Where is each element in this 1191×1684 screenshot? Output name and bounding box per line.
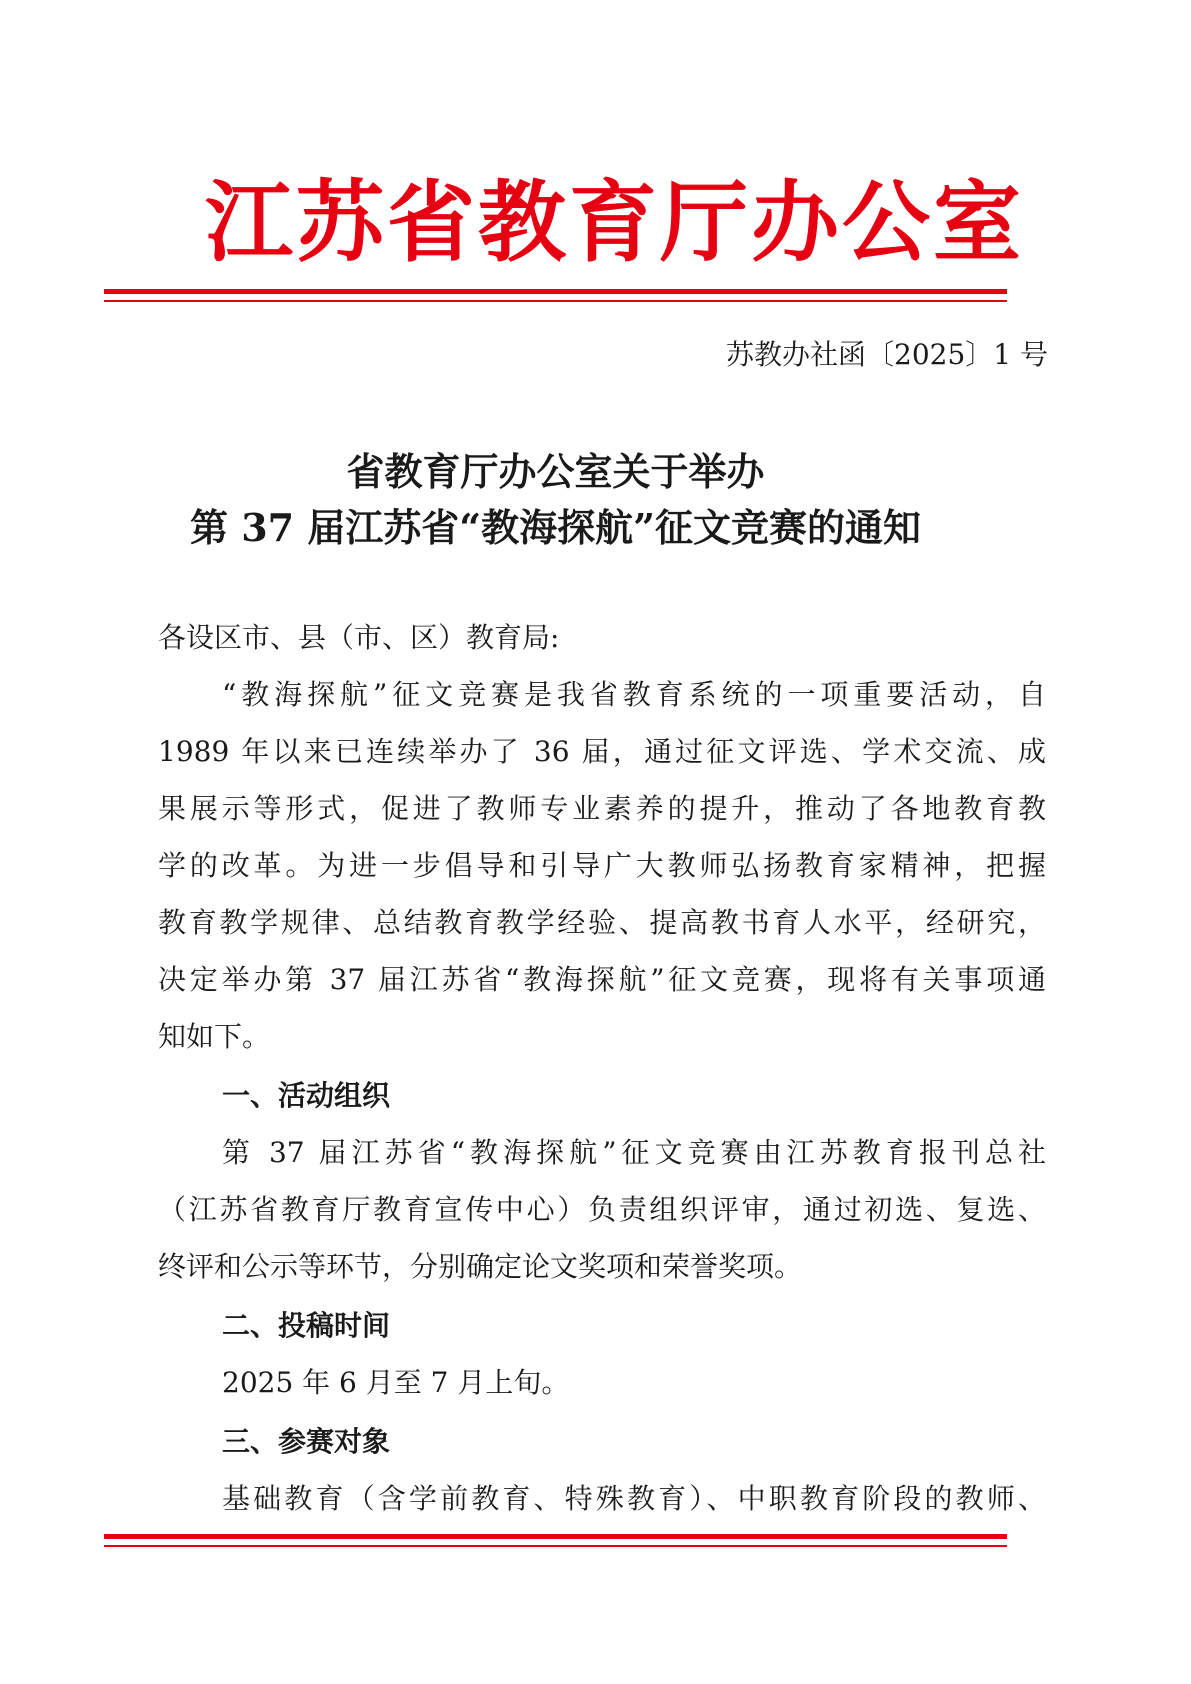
header-rule-thin (104, 300, 1007, 302)
document-title-line-1: 省教育厅办公室关于举办 (346, 449, 765, 494)
footer-rule-thick (104, 1534, 1007, 1539)
paragraph-line: 基础教育（含学前教育、特殊教育）、中职教育阶段的教师、 (222, 1482, 1046, 1515)
paragraph-line: （江苏省教育厅教育宣传中心）负责组织评审，通过初选、复选、 (158, 1193, 1046, 1226)
paragraph-line: 终评和公示等环节，分别确定论文奖项和荣誉奖项。 (158, 1250, 803, 1283)
paragraph-line: 知如下。 (158, 1020, 271, 1053)
section-organization-paragraph (158, 1124, 1046, 1295)
salutation: 各设区市、县（市、区）教育局: (158, 621, 560, 654)
document-number: 苏教办社函〔2025〕1 号 (726, 338, 1048, 371)
header-rule-thick (104, 289, 1007, 294)
document-title-line-2: 第 37 届江苏省“教海探航”征文竞赛的通知 (189, 505, 922, 550)
section-heading-organization: 一、活动组织 (222, 1079, 391, 1112)
section-heading-participants: 三、参赛对象 (222, 1425, 391, 1458)
paragraph-line: 果展示等形式，促进了教师专业素养的提升，推动了各地教育教 (158, 792, 1046, 825)
section-heading-submission-time: 二、投稿时间 (222, 1309, 391, 1342)
footer-rule-thin (104, 1545, 1007, 1547)
masthead-title: 江苏省教育厅办公室 (205, 171, 1025, 274)
paragraph-line: “教海探航”征文竞赛是我省教育系统的一项重要活动，自 (222, 678, 1046, 711)
paragraph-line: 1989 年以来已连续举办了 36 届，通过征文评选、学术交流、成 (158, 735, 1046, 768)
paragraph-line: 第 37 届江苏省“教海探航”征文竞赛由江苏教育报刊总社 (222, 1136, 1046, 1169)
paragraph-line: 决定举办第 37 届江苏省“教海探航”征文竞赛，现将有关事项通 (158, 963, 1046, 996)
paragraph-line: 教育教学规律、总结教育教学经验、提高教书育人水平，经研究， (158, 906, 1046, 939)
document-body (158, 609, 1046, 1527)
intro-paragraph (158, 666, 1046, 1065)
paragraph-line: 学的改革。为进一步倡导和引导广大教师弘扬教育家精神，把握 (158, 849, 1046, 882)
paragraph-line: 2025 年 6 月至 7 月上旬。 (222, 1366, 570, 1399)
